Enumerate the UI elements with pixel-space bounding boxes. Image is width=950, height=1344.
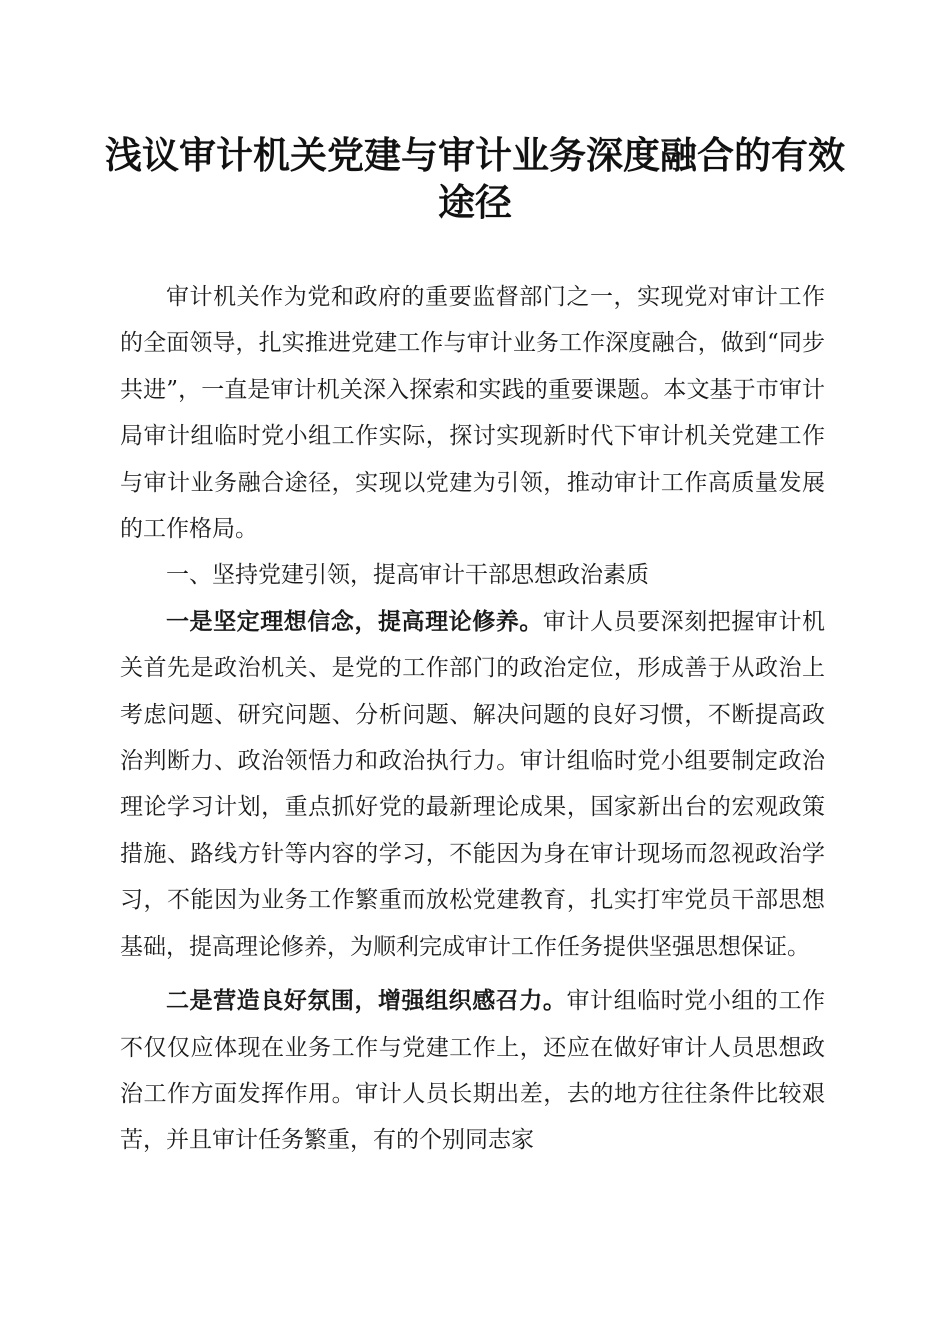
paragraph-1-lead: 一是坚定理想信念，提高理论修养。 bbox=[166, 607, 543, 635]
paragraph-1-body: 审计人员要深刻把握审计机关首先是政治机关、是党的工作部门的政治定位，形成善于从政治上考虑问题、研究问题、分析问题、解决问题的良好习惯，不断提高政治判断力、政治领悟力和政治执行力。审计组临时党小组要制定政治理论学习计划，重点抓好党的最新理论成果，国家新出台的宏观政策措施、路线方针等内容的学习，不能因为身在审计现场而忽视政治学习，不能因为业务工作繁重而放松党建教育，扎实打牢党员干部思想基础，提高理论修养，为顺利完成审计工作任务提供坚强思想保证。 bbox=[120, 608, 826, 960]
paragraph-2 bbox=[120, 978, 825, 1164]
document-body bbox=[120, 274, 825, 1164]
paragraph-2-lead: 二是营造良好氛围，增强组织感召力。 bbox=[166, 987, 567, 1015]
intro-paragraph: 审计机关作为党和政府的重要监督部门之一，实现党对审计工作的全面领导，扎实推进党建工作与审计业务工作深度融合，做到“同步共进”，一直是审计机关深入探索和实践的重要课题。本文基于市审计局审计组临时党小组工作实际，探讨实现新时代下审计机关党建工作与审计业务融合途径，实现以党建为引领，推动审计工作高质量发展的工作格局。 bbox=[120, 284, 825, 543]
paragraph-2-body: 审计组临时党小组的工作不仅仅应体现在业务工作与党建工作上，还应在做好审计人员思想政治工作方面发挥作用。审计人员长期出差，去的地方往往条件比较艰苦，并且审计任务繁重，有的个别同志家 bbox=[120, 988, 826, 1154]
document-title: 浅议审计机关党建与审计业务深度融合的有效途径 bbox=[105, 133, 845, 224]
paragraph-1 bbox=[120, 599, 825, 970]
section-heading: 一、坚持党建引领，提高审计干部思想政治素质 bbox=[166, 562, 649, 589]
